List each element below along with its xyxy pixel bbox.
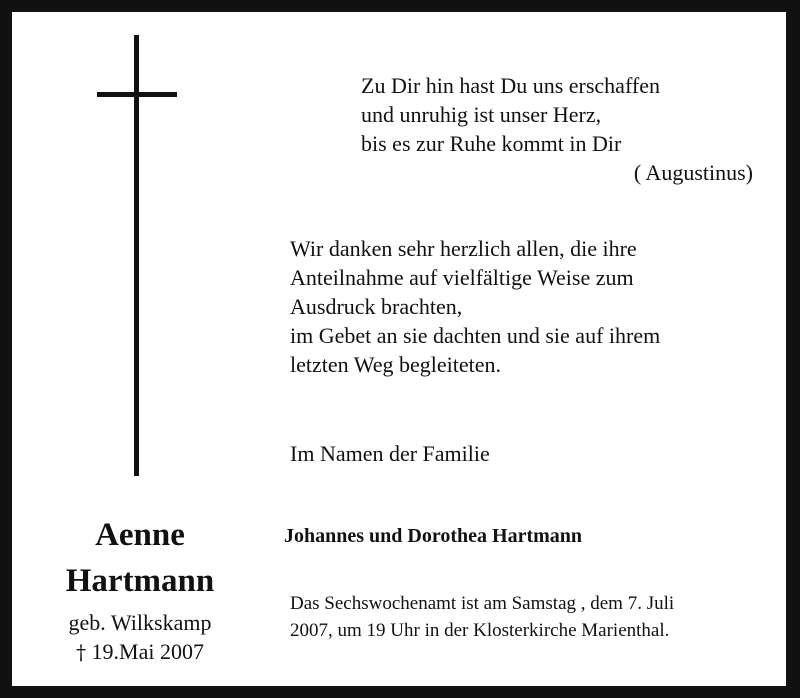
service-line: Das Sechswochenamt ist am Samstag , dem 7. Juli — [290, 593, 675, 614]
family-intro: Im Namen der Familie — [290, 441, 490, 466]
family-names: Johannes und Dorothea Hartmann — [284, 525, 583, 547]
deceased-death-line — [32, 637, 248, 667]
quote-line: bis es zur Ruhe kommt in Dir — [361, 131, 622, 156]
service-announcement — [290, 590, 790, 644]
deceased-block — [32, 512, 248, 667]
thanks-line: Anteilnahme auf vielfältige Weise zum — [290, 265, 634, 290]
deceased-death-date: 19.Mai 2007 — [91, 639, 204, 664]
service-line: 2007, um 19 Uhr in der Klosterkirche Marienthal. — [290, 620, 670, 641]
cross-vertical-bar — [134, 35, 139, 476]
deceased-first-name: Aenne — [95, 517, 185, 553]
thanks-line: Ausdruck brachten, — [290, 294, 463, 319]
cross-horizontal-bar — [97, 92, 177, 97]
quote-author: ( Augustinus) — [633, 160, 753, 185]
thanks-line: Wir danken sehr herzlich allen, die ihre — [290, 236, 637, 261]
augustinus-quote — [361, 71, 761, 187]
deceased-last-name: Hartmann — [65, 563, 215, 599]
quote-line: Zu Dir hin hast Du uns erschaffen — [361, 73, 660, 98]
deceased-maiden-name: geb. Wilkskamp — [68, 610, 212, 635]
dagger-icon: † — [76, 640, 87, 664]
thanks-line: im Gebet an sie dachten und sie auf ihrem — [290, 323, 661, 348]
quote-line: und unruhig ist unser Herz, — [361, 102, 602, 127]
thanks-line: letzten Weg begleiteten. — [290, 352, 502, 377]
thanks-paragraph — [290, 234, 790, 379]
